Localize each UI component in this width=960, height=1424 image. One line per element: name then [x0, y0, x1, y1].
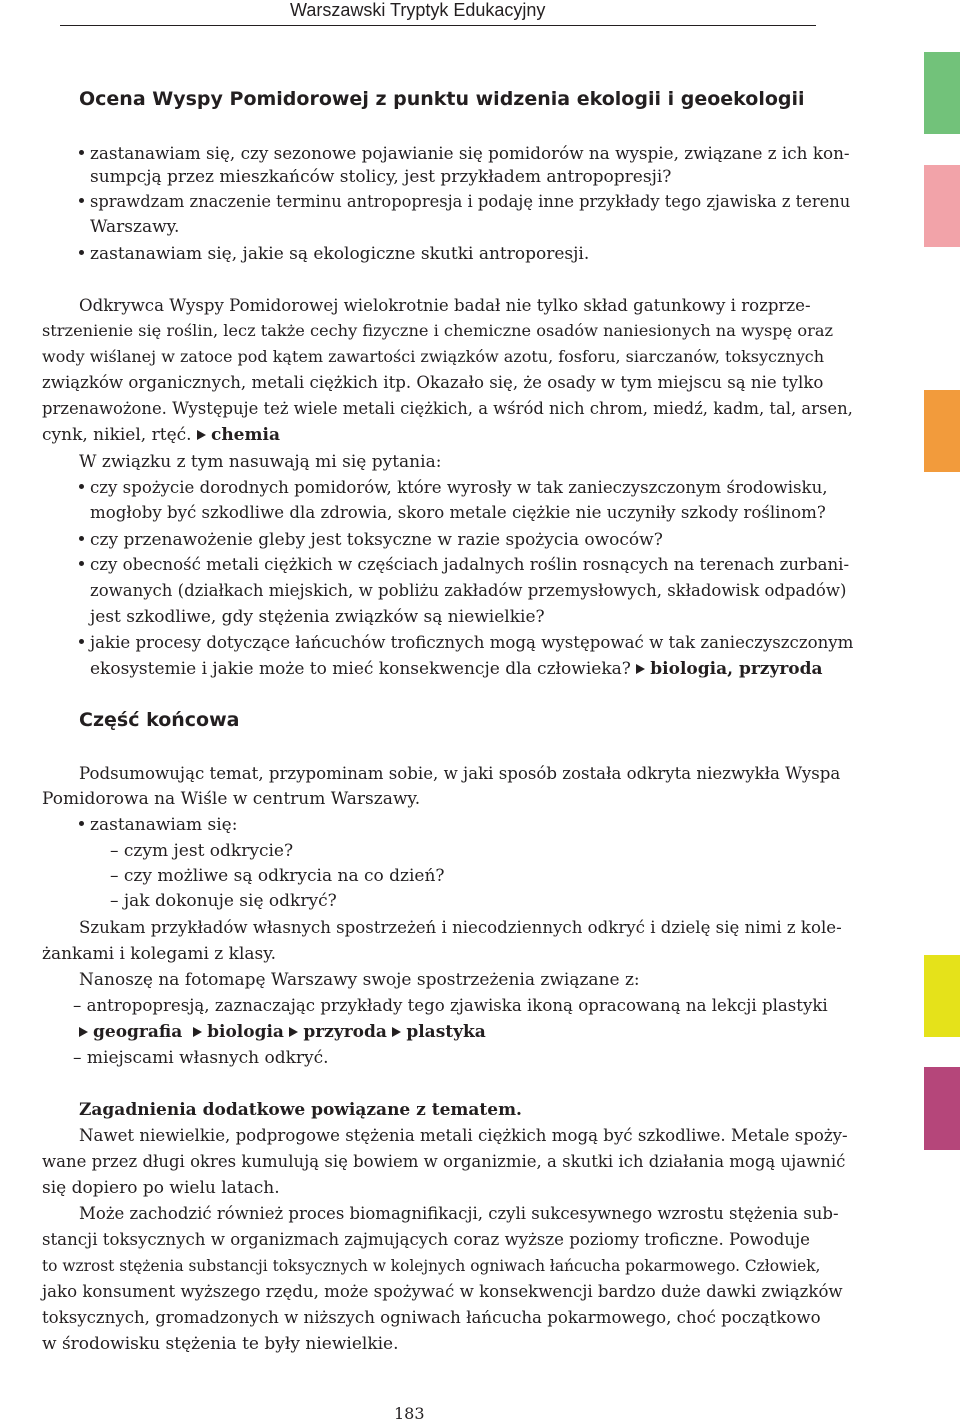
paragraph-line: toksycznych, gromadzonych w niższych ogniwach łańcucha pokarmowego, choć początkowo — [42, 1308, 821, 1327]
link-przyroda[interactable]: przyroda — [303, 1022, 387, 1042]
section-heading-ocena: Ocena Wyspy Pomidorowej z punktu widzenia ekologii i geoekologii — [79, 88, 805, 110]
paragraph-line: strzenienie się roślin, lecz także cechy fizyczne i chemiczne osadów naniesionych na wyspę oraz — [42, 321, 834, 340]
running-header: Warszawski Tryptyk Edukacyjny — [290, 0, 546, 20]
color-tab-green — [924, 52, 960, 134]
paragraph-line: Nawet niewielkie, podprogowe stężenia metali ciężkich mogą być szkodliwe. Metale spoży- — [79, 1126, 848, 1145]
subject-links — [79, 1020, 486, 1044]
page-number: 183 — [394, 1404, 425, 1423]
list-item: czy przenawożenie gleby jest toksyczne w razie spożycia owoców? — [79, 528, 663, 552]
dash-item: – miejscami własnych odkryć. — [73, 1048, 329, 1068]
arrow-icon — [197, 430, 206, 440]
list-item: czy obecność metali ciężkich w częściach jadalnych roślin rosnących na terenach zurbani- — [79, 553, 849, 577]
paragraph-line: Szukam przykładów własnych spostrzeżeń i niecodziennych odkryć i dzielę się nimi z kole- — [79, 918, 842, 937]
dash-item: – czym jest odkrycie? — [110, 841, 294, 861]
paragraph-line: Pomidorowa na Wiśle w centrum Warszawy. — [42, 789, 421, 809]
paragraph-line: Może zachodzić również proces biomagnifikacji, czyli sukcesywnego wzrostu stężenia sub- — [79, 1204, 839, 1223]
section-heading-zagadnienia: Zagadnienia dodatkowe powiązane z tematem. — [79, 1100, 522, 1120]
list-item-cont: jest szkodliwe, gdy stężenia związków są niewielkie? — [90, 607, 545, 627]
paragraph-line: stancji toksycznych w organizmach zajmujących coraz wyższe poziomy troficzne. Powoduje — [42, 1230, 810, 1249]
list-item-cont: sumpcją przez mieszkańców stolicy, jest przykładem antropopresji? — [90, 167, 672, 187]
link-geografia[interactable]: geografia — [93, 1022, 183, 1042]
list-item: czy spożycie dorodnych pomidorów, które wyrosły w tak zanieczyszczonym środowisku, — [79, 476, 828, 500]
list-item: zastanawiam się, czy sezonowe pojawianie się pomidorów na wyspie, związane z ich kon- — [79, 141, 850, 165]
color-tab-yellow — [924, 955, 960, 1037]
color-tab-purple — [924, 1067, 960, 1150]
link-biologia[interactable]: biologia — [207, 1022, 284, 1042]
header-rule — [60, 25, 816, 26]
bullet-icon — [79, 250, 84, 255]
paragraph-line: wane przez długi okres kumulują się bowiem w organizmie, a skutki ich działania mogą ujawnić — [42, 1152, 846, 1171]
bullet-icon — [79, 150, 84, 155]
color-tab-orange — [924, 390, 960, 472]
bullet-icon — [79, 561, 84, 566]
bullet-icon — [79, 639, 84, 644]
paragraph-line: cynk, nikiel, rtęć. chemia — [42, 425, 280, 445]
paragraph-line: jako konsument wyższego rzędu, może spożywać w konsekwencji bardzo duże dawki związków — [42, 1282, 843, 1301]
paragraph-line: przenawożone. Występuje też wiele metali ciężkich, a wśród nich chrom, miedź, kadm, tal, arsen, — [42, 399, 853, 418]
bullet-icon — [79, 821, 84, 826]
paragraph-line: to wzrost stężenia substancji toksycznych w kolejnych ogniwach łańcucha pokarmowego. Człowiek, — [42, 1257, 821, 1275]
link-chemia[interactable]: chemia — [210, 425, 280, 445]
paragraph-line: – antropopresją, zaznaczając przykłady tego zjawiska ikoną opracowaną na lekcji plastyki — [73, 996, 828, 1015]
paragraph-line: związków organicznych, metali ciężkich itp. Okazało się, że osady w tym miejscu są nie tylko — [42, 373, 824, 392]
bullet-icon — [79, 198, 84, 203]
section-heading-czesc-koncowa: Część końcowa — [79, 709, 240, 731]
link-biologia-przyroda[interactable]: biologia, przyroda — [650, 659, 823, 679]
paragraph-line: wody wiślanej w zatoce pod kątem zawartości związków azotu, fosforu, siarczanów, toksycznych — [42, 347, 825, 366]
list-item-cont: Warszawy. — [90, 217, 180, 237]
list-item: zastanawiam się, jakie są ekologiczne skutki antroporesji. — [79, 242, 589, 266]
dash-item: – czy możliwe są odkrycia na co dzień? — [110, 866, 445, 886]
paragraph-line: Nanoszę na fotomapę Warszawy swoje spostrzeżenia związane z: — [79, 970, 640, 990]
list-item: zastanawiam się: — [79, 813, 237, 837]
paragraph-line: żankami i kolegami z klasy. — [42, 944, 276, 964]
paragraph-line: się dopiero po wielu latach. — [42, 1178, 280, 1198]
arrow-icon — [636, 664, 645, 674]
list-item: jakie procesy dotyczące łańcuchów troficznych mogą występować w tak zanieczyszczonym — [79, 631, 853, 655]
dash-item: – jak dokonuje się odkryć? — [110, 891, 337, 911]
link-plastyka[interactable]: plastyka — [406, 1022, 486, 1042]
color-tab-pink — [924, 165, 960, 247]
arrow-icon — [392, 1027, 401, 1037]
paragraph-line: w środowisku stężenia te były niewielkie. — [42, 1334, 399, 1354]
list-item-cont: zowanych (działkach miejskich, w pobliżu zakładów przemysłowych, składowisk odpadów) — [90, 581, 847, 600]
list-item-cont: mogłoby być szkodliwe dla zdrowia, skoro metale ciężkie nie uczyniły szkody roślinom? — [90, 503, 826, 522]
bullet-icon — [79, 484, 84, 489]
list-item-cont: ekosystemie i jakie może to mieć konsekwencje dla człowieka? biologia, przyroda — [90, 659, 823, 679]
arrow-icon — [289, 1027, 298, 1037]
list-item: sprawdzam znaczenie terminu antropopresja i podaję inne przykłady tego zjawiska z terenu — [79, 190, 850, 214]
arrow-icon — [79, 1027, 88, 1037]
bullet-icon — [79, 536, 84, 541]
arrow-icon — [193, 1027, 202, 1037]
paragraph-line: Odkrywca Wyspy Pomidorowej wielokrotnie badał nie tylko skład gatunkowy i rozprze- — [79, 296, 811, 315]
questions-intro: W związku z tym nasuwają mi się pytania: — [79, 452, 442, 472]
paragraph-line: Podsumowując temat, przypominam sobie, w jaki sposób została odkryta niezwykła Wyspa — [79, 764, 841, 783]
